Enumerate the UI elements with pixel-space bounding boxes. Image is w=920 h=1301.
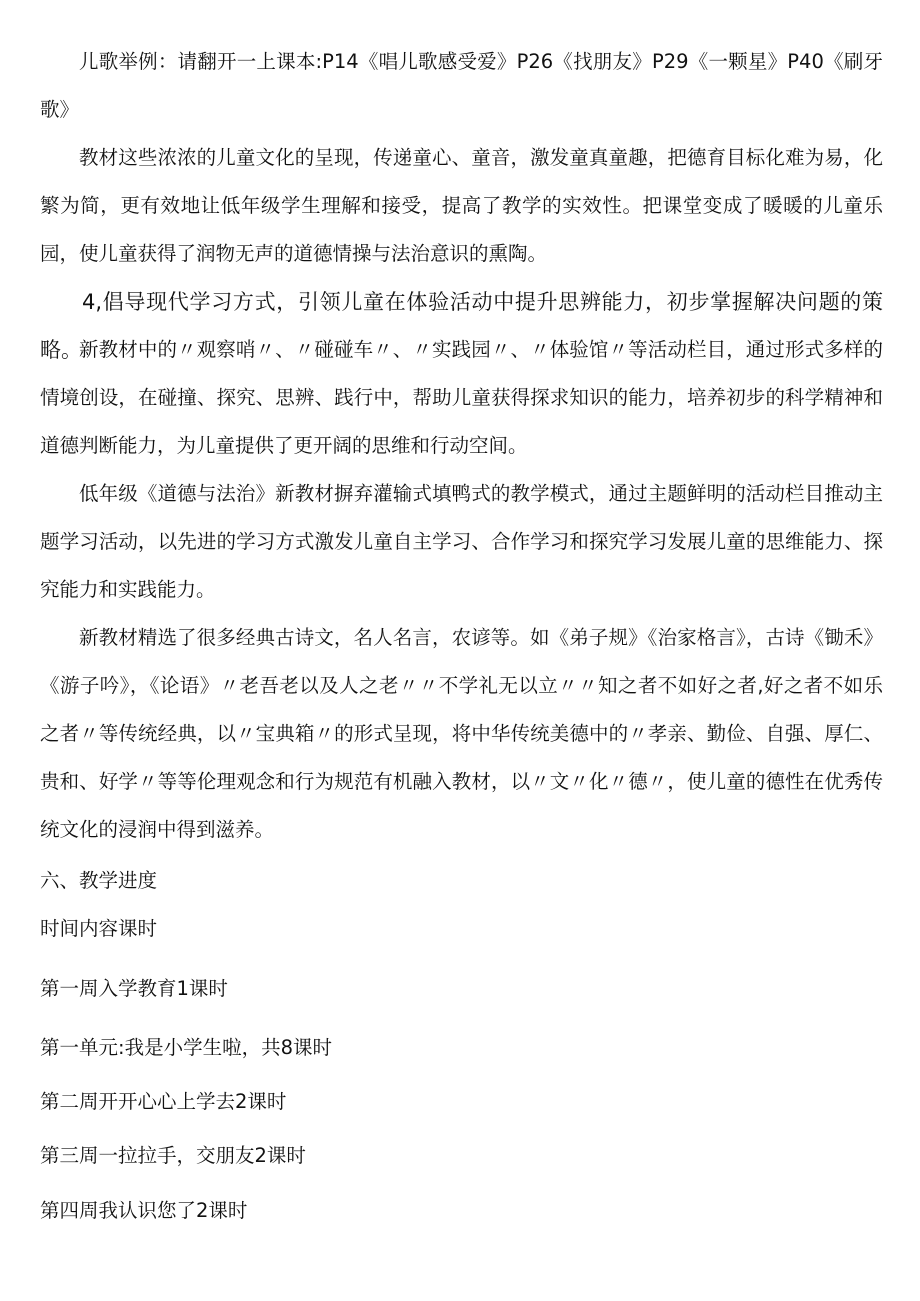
paragraph-classic-texts: 新教材精选了很多经典古诗文，名人名言，农谚等。如《弟子规》《治家格言》，古诗《锄禾》《游子吟》，《论语》〃老吾老以及人之老〃〃不学礼无以立〃〃知之者不如好之者,好之者不如乐之者〃等传统经典，以〃宝典箱〃的形式呈现，将中华传统美德中的〃孝亲、勤俭、自强、厚仁、贵和、好学〃等等伦理观念和行为规范有机融入教材，以〃文〃化〃德〃，使儿童的德性在优秀传统文化的浸润中得到滋养。 (40, 626, 883, 841)
paragraph-learning-mode: 低年级《道德与法治》新教材摒弃灌输式填鸭式的教学模式，通过主题鲜明的活动栏目推动主题学习活动，以先进的学习方式激发儿童自主学习、合作学习和探究学习发展儿童的思维能力、探究能力和实践能力。 (40, 482, 883, 601)
paragraph-children-culture: 教材这些浓浓的儿童文化的呈现，传递童心、童音，激发童真童趣，把德育目标化难为易，化繁为简，更有效地让低年级学生理解和接受，提高了教学的实效性。把课堂变成了暖暖的儿童乐园，使儿童获得了润物无声的道德情操与法治意识的熏陶。 (40, 146, 883, 265)
schedule-row: 第一周入学教育1课时 (40, 977, 228, 1000)
paragraph-activity-columns: 新教材中的〃观察哨〃、〃碰碰车〃、〃实践园〃、〃体验馆〃等活动栏目，通过形式多样的情境创设，在碰撞、探究、思辨、践行中，帮助儿童获得探求知识的能力，培养初步的科学精神和道德判断能力，为儿童提供了更开阔的思维和行动空间。 (40, 338, 883, 457)
schedule-row: 第四周我认识您了2课时 (40, 1199, 248, 1222)
schedule-row: 第二周开开心心上学去2课时 (40, 1090, 287, 1113)
paragraph-point-4: 4,倡导现代学习方式，引领儿童在体验活动中提升思辨能力，初步掌握解决问题的策略。 (40, 290, 883, 362)
schedule-row: 第三周一拉拉手，交朋友2课时 (40, 1144, 306, 1167)
section-title: 六、教学进度 (40, 869, 158, 892)
schedule-row: 第一单元:我是小学生啦，共8课时 (40, 1036, 332, 1059)
schedule-header: 时间内容课时 (40, 917, 158, 940)
paragraph-song-examples: 儿歌举例：请翻开一上课本:P14《唱儿歌感受爱》P26《找朋友》P29《一颗星》P40《刷牙歌》 (40, 50, 883, 121)
